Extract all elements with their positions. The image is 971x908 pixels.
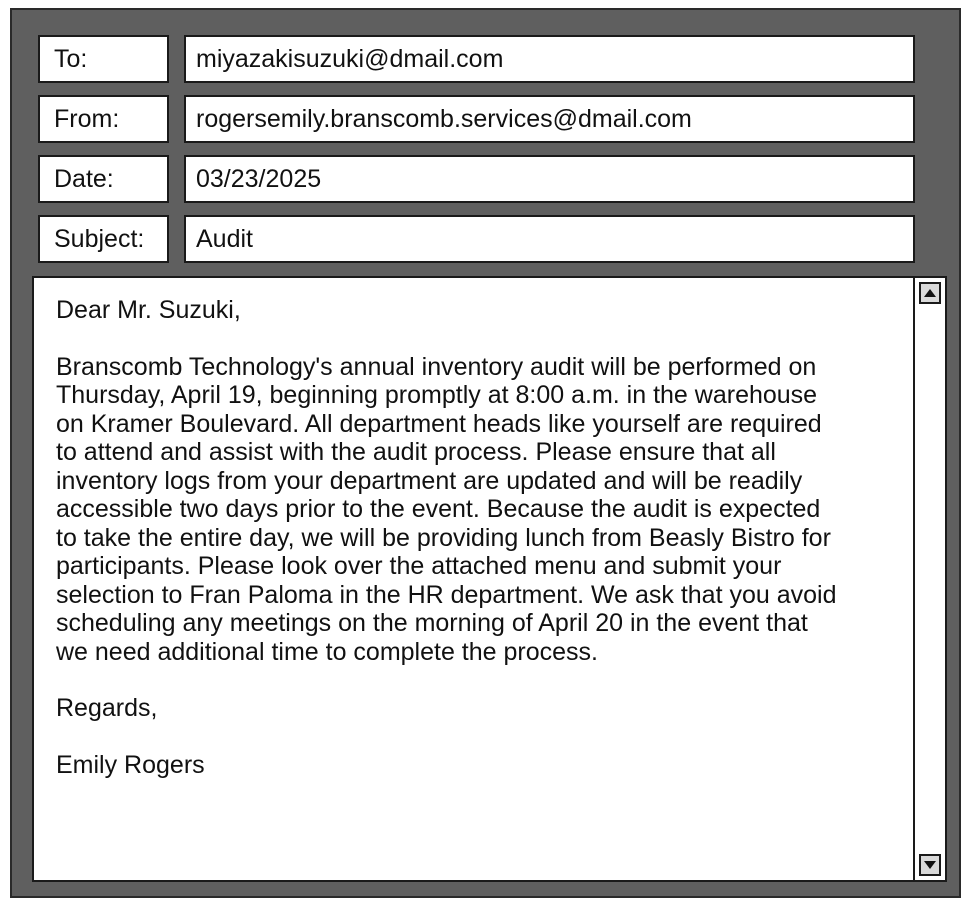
subject-label: Subject: [38, 215, 169, 263]
body-line: Thursday, April 19, beginning promptly at 8:00 a.m. in the warehouse [56, 381, 818, 409]
from-field[interactable]: rogersemily.branscomb.services@dmail.com [184, 95, 915, 143]
email-window [10, 8, 961, 898]
scroll-down-arrow-icon [924, 861, 936, 869]
to-label: To: [38, 35, 169, 83]
signature: Emily Rogers [56, 750, 205, 779]
from-label: From: [38, 95, 169, 143]
to-field[interactable]: miyazakisuzuki@dmail.com [184, 35, 915, 83]
date-label: Date: [38, 155, 169, 203]
body-line: scheduling any meetings on the morning of April 20 in the event that [56, 609, 808, 637]
body-line: to attend and assist with the audit process. Please ensure that all [56, 438, 776, 466]
scroll-down-button[interactable] [919, 854, 941, 876]
message-text [56, 296, 906, 779]
body-line: on Kramer Boulevard. All department heads like yourself are required [56, 409, 822, 438]
closing: Regards, [56, 694, 158, 722]
body-line: Branscomb Technology's annual inventory audit will be performed on [56, 352, 817, 381]
subject-field[interactable]: Audit [184, 215, 915, 263]
body-line: we need additional time to complete the process. [56, 637, 598, 666]
body-line: accessible two days prior to the event. Because the audit is expected [56, 495, 821, 523]
greeting: Dear Mr. Suzuki, [56, 296, 241, 324]
body-line: inventory logs from your department are updated and will be readily [56, 466, 803, 495]
vertical-scrollbar[interactable] [913, 278, 945, 880]
body-line: to take the entire day, we will be providing lunch from Beasly Bistro for [56, 523, 831, 552]
scroll-up-button[interactable] [919, 282, 941, 304]
body-line: selection to Fran Paloma in the HR department. We ask that you avoid [56, 580, 837, 609]
body-line: participants. Please look over the attached menu and submit your [56, 552, 782, 580]
scroll-up-arrow-icon [924, 289, 936, 297]
date-field[interactable]: 03/23/2025 [184, 155, 915, 203]
message-body[interactable] [32, 276, 947, 882]
